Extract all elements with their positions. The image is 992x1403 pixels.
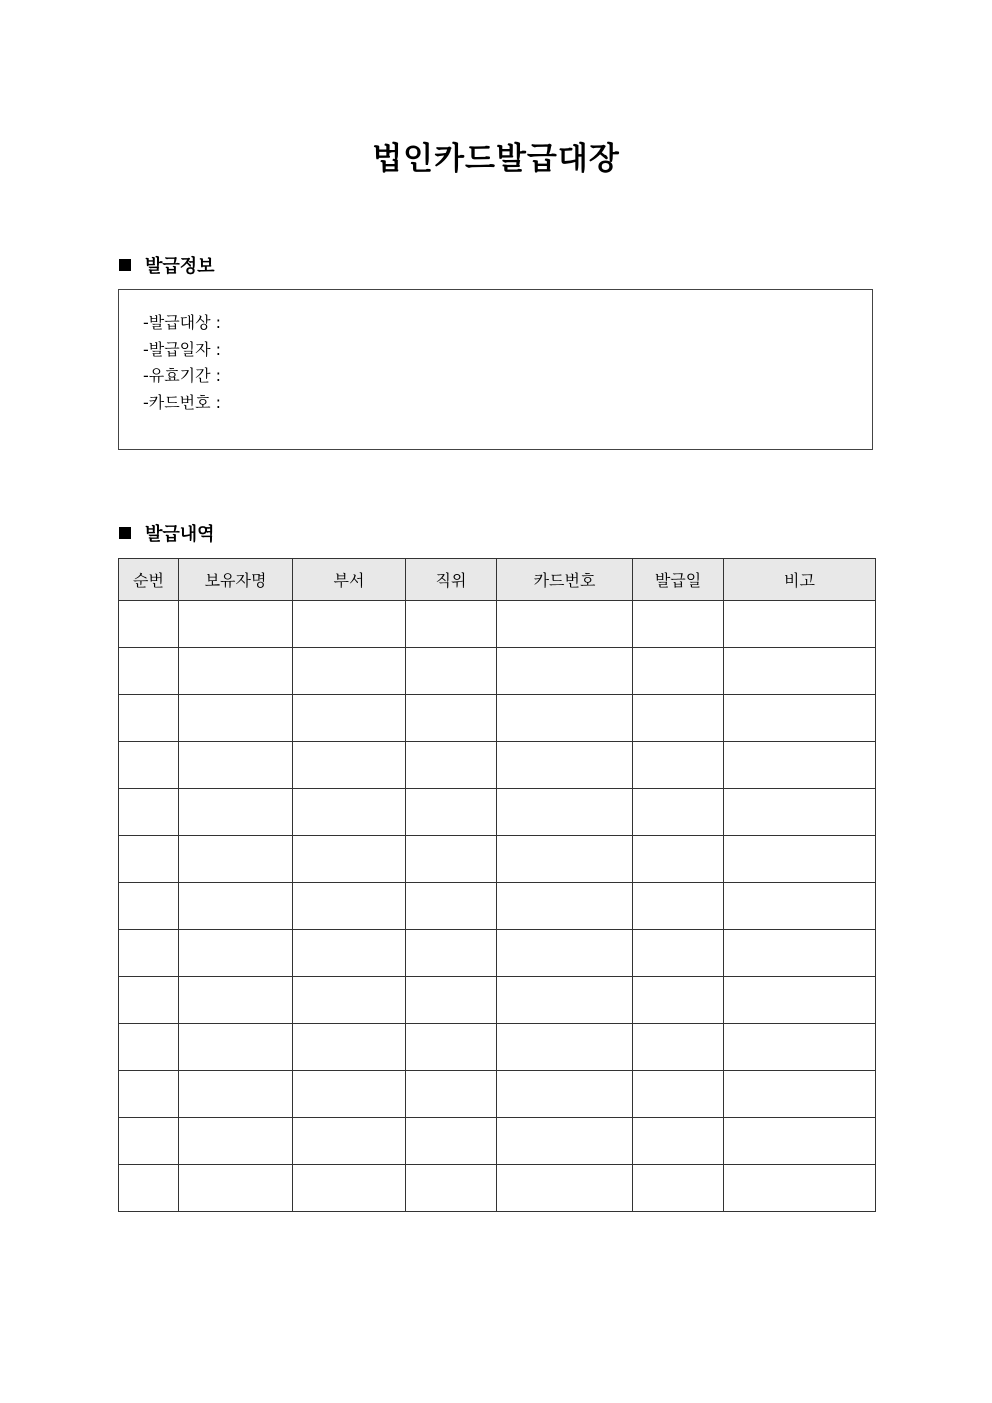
table-cell[interactable] xyxy=(406,883,497,930)
table-cell[interactable] xyxy=(293,1071,406,1118)
table-cell[interactable] xyxy=(724,1165,876,1212)
square-bullet-icon xyxy=(119,259,131,271)
table-cell[interactable] xyxy=(633,648,724,695)
table-cell[interactable] xyxy=(406,1165,497,1212)
table-cell[interactable] xyxy=(724,1071,876,1118)
table-cell[interactable] xyxy=(633,836,724,883)
table-cell[interactable] xyxy=(406,789,497,836)
column-header-issue-date: 발급일 xyxy=(633,559,724,601)
table-cell[interactable] xyxy=(293,695,406,742)
table-cell[interactable] xyxy=(119,789,179,836)
table-row xyxy=(119,695,876,742)
column-header-holder: 보유자명 xyxy=(179,559,293,601)
table-cell[interactable] xyxy=(119,836,179,883)
table-row xyxy=(119,1071,876,1118)
table-cell[interactable] xyxy=(497,1071,633,1118)
table-cell[interactable] xyxy=(179,1118,293,1165)
table-row xyxy=(119,836,876,883)
table-cell[interactable] xyxy=(293,648,406,695)
table-row xyxy=(119,930,876,977)
table-cell[interactable] xyxy=(633,883,724,930)
section-heading-issue-info xyxy=(119,252,215,278)
table-cell[interactable] xyxy=(119,977,179,1024)
table-cell[interactable] xyxy=(293,977,406,1024)
table-row xyxy=(119,1024,876,1071)
table-row xyxy=(119,601,876,648)
column-header-remarks: 비고 xyxy=(724,559,876,601)
info-line-target: -발급대상 : xyxy=(143,313,222,332)
table-cell[interactable] xyxy=(406,1118,497,1165)
column-header-department: 부서 xyxy=(293,559,406,601)
table-cell[interactable] xyxy=(633,930,724,977)
table-cell[interactable] xyxy=(497,977,633,1024)
table-cell[interactable] xyxy=(406,648,497,695)
table-cell[interactable] xyxy=(179,648,293,695)
table-cell[interactable] xyxy=(406,1024,497,1071)
table-cell[interactable] xyxy=(179,695,293,742)
table-cell[interactable] xyxy=(633,742,724,789)
issue-history-table xyxy=(118,558,876,1212)
table-cell[interactable] xyxy=(293,836,406,883)
table-cell[interactable] xyxy=(497,742,633,789)
table-header-row xyxy=(119,559,876,601)
issue-info-box xyxy=(118,289,873,450)
table-cell[interactable] xyxy=(724,1024,876,1071)
table-cell[interactable] xyxy=(633,601,724,648)
info-line-card-number: -카드번호 : xyxy=(143,392,222,412)
table-cell[interactable] xyxy=(119,1024,179,1071)
table-cell[interactable] xyxy=(293,1118,406,1165)
table-cell[interactable] xyxy=(497,1024,633,1071)
table-cell[interactable] xyxy=(633,1071,724,1118)
table-cell[interactable] xyxy=(293,601,406,648)
table-cell[interactable] xyxy=(497,648,633,695)
table-cell[interactable] xyxy=(406,930,497,977)
table-row xyxy=(119,648,876,695)
table-cell[interactable] xyxy=(179,1165,293,1212)
column-header-card-number: 카드번호 xyxy=(497,559,633,601)
table-cell[interactable] xyxy=(406,1071,497,1118)
table-row xyxy=(119,742,876,789)
table-cell[interactable] xyxy=(497,883,633,930)
table-cell[interactable] xyxy=(179,977,293,1024)
table-cell[interactable] xyxy=(497,789,633,836)
table-cell[interactable] xyxy=(724,1118,876,1165)
table-row xyxy=(119,1165,876,1212)
table-cell[interactable] xyxy=(633,1118,724,1165)
info-line-date: -발급일자 : xyxy=(143,339,222,359)
table-cell[interactable] xyxy=(119,601,179,648)
table-cell[interactable] xyxy=(497,1118,633,1165)
table-cell[interactable] xyxy=(633,1024,724,1071)
table-cell[interactable] xyxy=(179,742,293,789)
table-row xyxy=(119,883,876,930)
table-cell[interactable] xyxy=(724,695,876,742)
table-cell[interactable] xyxy=(406,601,497,648)
table-cell[interactable] xyxy=(497,930,633,977)
table-row xyxy=(119,789,876,836)
table-cell[interactable] xyxy=(119,648,179,695)
table-cell[interactable] xyxy=(724,601,876,648)
section-heading-label: 발급정보 xyxy=(145,256,215,277)
table-cell[interactable] xyxy=(406,742,497,789)
table-cell[interactable] xyxy=(633,695,724,742)
table-cell[interactable] xyxy=(119,1118,179,1165)
table-cell[interactable] xyxy=(406,695,497,742)
section-heading-label: 발급내역 xyxy=(145,524,215,545)
table-cell[interactable] xyxy=(633,789,724,836)
table-cell[interactable] xyxy=(633,977,724,1024)
table-cell[interactable] xyxy=(179,789,293,836)
table-cell[interactable] xyxy=(406,977,497,1024)
column-header-position: 직위 xyxy=(406,559,497,601)
table-cell[interactable] xyxy=(633,1165,724,1212)
table-body xyxy=(119,601,876,1212)
table-cell[interactable] xyxy=(119,742,179,789)
table-cell[interactable] xyxy=(293,789,406,836)
column-header-seq: 순번 xyxy=(119,559,179,601)
table-cell[interactable] xyxy=(724,930,876,977)
table-cell[interactable] xyxy=(179,930,293,977)
table-cell[interactable] xyxy=(724,977,876,1024)
table-cell[interactable] xyxy=(119,1165,179,1212)
table-cell[interactable] xyxy=(724,648,876,695)
table-cell[interactable] xyxy=(724,883,876,930)
table-cell[interactable] xyxy=(179,1024,293,1071)
table-cell[interactable] xyxy=(119,695,179,742)
table-cell[interactable] xyxy=(724,836,876,883)
document-title: 법인카드발급대장 xyxy=(372,141,620,177)
square-bullet-icon xyxy=(119,527,131,539)
table-cell[interactable] xyxy=(406,836,497,883)
table-cell[interactable] xyxy=(119,883,179,930)
table-cell[interactable] xyxy=(293,1165,406,1212)
table-cell[interactable] xyxy=(497,1165,633,1212)
table-cell[interactable] xyxy=(724,789,876,836)
table-row xyxy=(119,977,876,1024)
table-row xyxy=(119,1118,876,1165)
table-cell[interactable] xyxy=(293,883,406,930)
table-cell[interactable] xyxy=(119,930,179,977)
section-heading-issue-history xyxy=(119,520,215,546)
table-cell[interactable] xyxy=(179,883,293,930)
table-cell[interactable] xyxy=(497,695,633,742)
table-cell[interactable] xyxy=(497,836,633,883)
table-cell[interactable] xyxy=(119,1071,179,1118)
table-cell[interactable] xyxy=(724,742,876,789)
table-cell[interactable] xyxy=(179,1071,293,1118)
table-cell[interactable] xyxy=(293,742,406,789)
table-cell[interactable] xyxy=(179,836,293,883)
table-cell[interactable] xyxy=(179,601,293,648)
table-cell[interactable] xyxy=(497,601,633,648)
table-cell[interactable] xyxy=(293,930,406,977)
info-line-validity: -유효기간 : xyxy=(143,366,222,385)
table-cell[interactable] xyxy=(293,1024,406,1071)
